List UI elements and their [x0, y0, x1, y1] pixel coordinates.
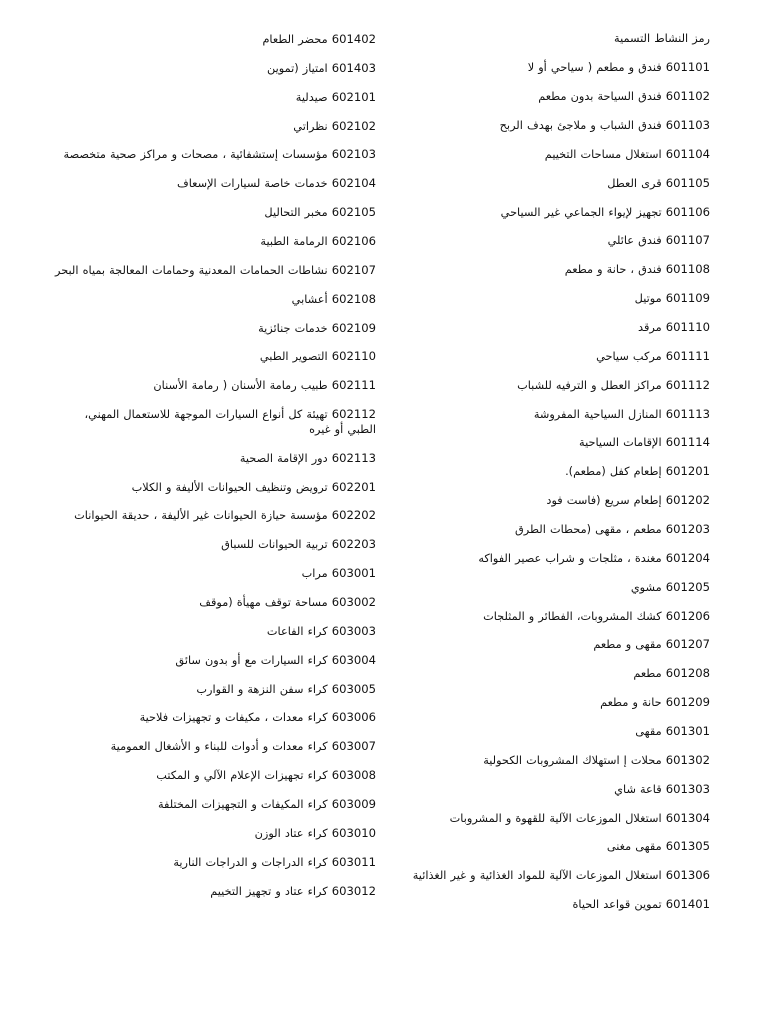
- activity-label: كراء الدراجات و الدراجات النارية: [173, 855, 332, 869]
- activity-code: 602112: [331, 407, 376, 422]
- activity-code: 601202: [665, 493, 710, 508]
- activity-label: مشوي: [630, 580, 666, 594]
- activity-code: 603010: [331, 825, 376, 840]
- activity-code: 601102: [665, 89, 710, 104]
- activity-label: محضر الطعام: [262, 33, 332, 46]
- activity-label: كراء عتاد و تجهيز التخييم: [210, 884, 332, 898]
- activity-entry: [54, 349, 376, 365]
- activity-label: مقهى و مطعم: [593, 638, 666, 652]
- activity-entry: [54, 480, 376, 496]
- activity-label: مقهى: [635, 725, 666, 739]
- activity-entry: [54, 378, 376, 394]
- activity-entry: [54, 407, 376, 437]
- activity-code: 602201: [331, 479, 376, 494]
- activity-code: 602103: [331, 147, 376, 162]
- activity-entry: [390, 811, 710, 827]
- activity-code: 603003: [331, 623, 376, 638]
- activity-entry: [54, 768, 376, 784]
- activity-code: 603005: [331, 681, 376, 696]
- activity-entry: [54, 119, 376, 135]
- activity-label: تموين قواعد الحياة: [572, 898, 666, 912]
- activity-label: فندق و مطعم ( سياحي أو لا: [527, 61, 666, 75]
- activity-entry: [54, 263, 376, 279]
- activity-entry: [390, 897, 710, 913]
- activity-label: مقهى مغنى: [606, 840, 666, 854]
- activity-entry: [390, 724, 710, 740]
- activity-entry: [390, 464, 710, 480]
- activity-entry: [390, 782, 710, 798]
- activity-label: مؤسسة حيازة الحيوانات غير الأليفة ، حديقة الحيوانات: [74, 509, 332, 523]
- activity-label: فندق السياحة بدون مطعم: [538, 90, 666, 104]
- activity-label: التصوير الطبي: [259, 350, 332, 364]
- activity-entry: [390, 262, 710, 278]
- activity-entry: [390, 378, 710, 394]
- activity-code: 602106: [331, 234, 376, 249]
- activity-label: طبيب رمامة الأسنان ( رمامة الأسنان: [153, 379, 332, 393]
- activity-code: 602202: [331, 508, 376, 523]
- activity-entry: [390, 89, 710, 105]
- activity-code: 601106: [665, 204, 710, 219]
- activity-code: 601109: [665, 291, 710, 306]
- activity-code: 601110: [665, 320, 710, 334]
- activity-code: 601206: [665, 608, 710, 623]
- activity-label: كراء سفن النزهة و القوارب: [196, 682, 332, 696]
- activity-code: 602107: [331, 262, 376, 277]
- activity-label: مرقد: [638, 321, 666, 334]
- activity-entry: [54, 855, 376, 871]
- activity-code: 602108: [331, 291, 376, 306]
- activity-label: تربية الحيوانات للسباق: [221, 538, 332, 552]
- activity-label: استغلال الموزعات الآلية للمواد الغذائية و غير الغذائية: [412, 869, 666, 883]
- activity-entry: [54, 537, 376, 553]
- activity-entry: [54, 176, 376, 192]
- activity-entry: [390, 666, 710, 682]
- activity-label: خدمات جنائزية: [258, 321, 332, 335]
- activity-code: 603008: [331, 768, 376, 783]
- activity-entry: [390, 695, 710, 711]
- activity-label: أعشابي: [291, 292, 332, 306]
- activity-entry: [390, 753, 710, 769]
- activity-code: 602203: [331, 537, 376, 552]
- activity-label: محلات إ استهلاك المشروبات الكحولية: [483, 753, 666, 767]
- activity-code: 601306: [665, 868, 710, 883]
- activity-label: كراء السيارات مع أو بدون سائق: [175, 653, 332, 667]
- activity-label: صيدلية: [295, 90, 332, 104]
- activity-label: نشاطات الحمامات المعدنية وحمامات المعالجة بمياه البحر: [54, 263, 332, 277]
- activity-entry: [390, 522, 710, 538]
- activity-entry: [390, 493, 710, 509]
- activity-label: المنازل السياحية المفروشة: [533, 407, 666, 421]
- activity-label: فندق الشباب و ملاجئ بهدف الربح: [499, 118, 666, 132]
- activity-entry: [54, 884, 376, 900]
- activity-label: موتيل: [634, 292, 666, 306]
- activity-code: 601302: [665, 752, 710, 767]
- activity-code: 603004: [331, 652, 376, 667]
- activity-code: 602102: [331, 118, 376, 133]
- activity-entry: [54, 321, 376, 337]
- activity-code: 601108: [665, 262, 710, 277]
- activity-code: 603002: [331, 595, 376, 609]
- activity-entry: [390, 233, 710, 249]
- activity-code: 601101: [665, 60, 710, 75]
- activity-entry: [54, 739, 376, 755]
- activity-label: مغندة ، مثلجات و شراب عصير الفواكه: [478, 551, 666, 565]
- activity-code: 603012: [331, 883, 376, 898]
- column-left: [382, 32, 740, 1006]
- activity-entry: [390, 291, 710, 307]
- activity-code: 602105: [331, 205, 376, 220]
- activity-entry: [54, 653, 376, 669]
- activity-label: كشك المشروبات، الفطائر و المثلجات: [483, 609, 666, 623]
- activity-label: استغلال الموزعات الآلية للقهوة و المشروبات: [449, 811, 666, 825]
- activity-code: 601112: [665, 377, 710, 392]
- activity-entry: [54, 61, 376, 77]
- activity-code: 601204: [665, 550, 710, 565]
- activity-code: 603011: [331, 854, 376, 869]
- activity-label: حانة و مطعم: [600, 696, 666, 710]
- activity-entry: [54, 682, 376, 698]
- activity-entry: [390, 176, 710, 192]
- activity-code: 602113: [331, 450, 376, 465]
- column-header-label: رمز النشاط التسمية: [614, 32, 710, 45]
- activity-code: 602104: [331, 176, 376, 191]
- activity-code: 601207: [665, 637, 710, 652]
- column-header-row: [390, 32, 710, 47]
- activity-code: 601104: [665, 146, 710, 161]
- activity-label: مركب سياحي: [596, 349, 666, 363]
- activity-code: 603009: [331, 797, 376, 812]
- activity-entry: [390, 609, 710, 625]
- activity-entry: [54, 566, 376, 582]
- activity-code: 602110: [331, 349, 376, 364]
- activity-entry: [54, 32, 376, 48]
- activity-label: إطعام كفل (مطعم).: [565, 465, 666, 479]
- activity-label: كراء معدات ، مكيفات و تجهيزات فلاحية: [139, 711, 332, 725]
- activity-entry: [54, 90, 376, 106]
- activity-code: 602101: [331, 89, 376, 104]
- activity-label: فندق عائلي: [607, 234, 666, 248]
- activity-code: 601107: [665, 233, 710, 248]
- activity-entry: [390, 551, 710, 567]
- activity-code: 601208: [665, 666, 710, 681]
- activity-code: 601113: [665, 406, 710, 421]
- activity-code: 602109: [331, 320, 376, 335]
- activity-entry: [390, 118, 710, 134]
- activity-code: 601114: [665, 435, 710, 450]
- activity-entry: [390, 349, 710, 365]
- activity-entry: [54, 595, 376, 611]
- activity-label: فندق ، حانة و مطعم: [564, 263, 666, 277]
- activity-entry: [390, 407, 710, 423]
- activity-entry: [390, 205, 710, 221]
- two-column-layout: [24, 32, 740, 1006]
- activity-code: 601111: [665, 348, 710, 363]
- activity-label: امتياز (تموين: [266, 61, 332, 75]
- activity-label: تجهيز لإيواء الجماعي غير السياحي: [500, 205, 666, 219]
- activity-label: خدمات خاصة لسيارات الإسعاف: [177, 177, 332, 191]
- activity-code: 601203: [665, 522, 710, 537]
- activity-code: 601105: [665, 175, 710, 190]
- activity-code: 601402: [331, 32, 376, 46]
- activity-label: الرمامة الطبية: [260, 235, 332, 249]
- activity-code: 601205: [665, 579, 710, 594]
- activity-entry: [54, 234, 376, 250]
- activity-label: تهيئة كل أنواع السيارات الموجهة للاستعمال المهني، الطبي أو غيره: [84, 408, 376, 436]
- activity-label: استغلال مساحات التخييم: [544, 147, 666, 161]
- activity-entry: [54, 624, 376, 640]
- activity-code: 601201: [665, 464, 710, 479]
- activity-code: 601301: [665, 724, 710, 739]
- activity-label: الإقامات السياحية: [579, 436, 666, 450]
- activity-entry: [54, 292, 376, 308]
- activity-label: قاعة شاي: [614, 782, 666, 796]
- activity-label: مخبر التحاليل: [264, 206, 332, 220]
- activity-label: قرى العطل: [607, 176, 666, 190]
- activity-label: كراء تجهيزات الإعلام الآلي و المكتب: [156, 769, 332, 783]
- activity-entry: [54, 147, 376, 163]
- activity-code: 601304: [665, 810, 710, 825]
- activity-code: 603007: [331, 739, 376, 754]
- activity-label: مطعم: [633, 667, 666, 681]
- activity-label: نظراتي: [293, 119, 332, 133]
- activity-entry: [54, 826, 376, 842]
- activity-entry: [390, 435, 710, 451]
- activity-label: مراكز العطل و الترفيه للشباب: [517, 378, 666, 392]
- activity-label: مساحة توقف مهيأة (موقف: [199, 596, 332, 609]
- activity-code: 603006: [331, 710, 376, 725]
- activity-code: 601305: [665, 839, 710, 854]
- activity-label: كراء الفاعات: [266, 624, 332, 638]
- activity-code: 602111: [331, 378, 376, 393]
- activity-entry: [54, 205, 376, 221]
- activity-code: 601403: [331, 60, 376, 75]
- activity-entry: [390, 147, 710, 163]
- activity-entry: [54, 451, 376, 467]
- activity-code: 601401: [665, 897, 710, 912]
- left-entry-list: [390, 60, 710, 913]
- activity-code: 603001: [331, 566, 376, 581]
- activity-label: إطعام سريع (فاست فود: [546, 494, 666, 508]
- activity-label: كراء المكيفات و التجهيزات المختلفة: [157, 798, 332, 812]
- activity-entry: [390, 320, 710, 336]
- activity-label: مراب: [301, 567, 332, 581]
- activity-entry: [390, 580, 710, 596]
- activity-entry: [54, 710, 376, 726]
- activity-label: مؤسسات إستشفائية ، مصحات و مراكز صحية متخصصة: [63, 148, 332, 162]
- activity-entry: [390, 839, 710, 855]
- activity-entry: [390, 637, 710, 653]
- activity-entry: [390, 868, 710, 884]
- right-entry-list: [54, 32, 376, 899]
- activity-entry: [54, 508, 376, 524]
- activity-code: 601209: [665, 695, 710, 710]
- activity-code: 601103: [665, 117, 710, 132]
- column-right: [24, 32, 382, 1006]
- activity-label: دور الإقامة الصحية: [239, 451, 332, 465]
- activity-entry: [390, 60, 710, 76]
- activity-label: كراء معدات و أدوات للبناء و الأشغال العمومية: [110, 740, 332, 754]
- activity-label: ترويض وتنظيف الحيوانات الأليفة و الكلاب: [131, 480, 332, 494]
- activity-label: كراء عتاد الوزن: [254, 826, 332, 840]
- activity-entry: [54, 797, 376, 813]
- activity-code: 601303: [665, 781, 710, 796]
- activity-label: مطعم ، مقهى (محطات الطرق: [515, 523, 666, 537]
